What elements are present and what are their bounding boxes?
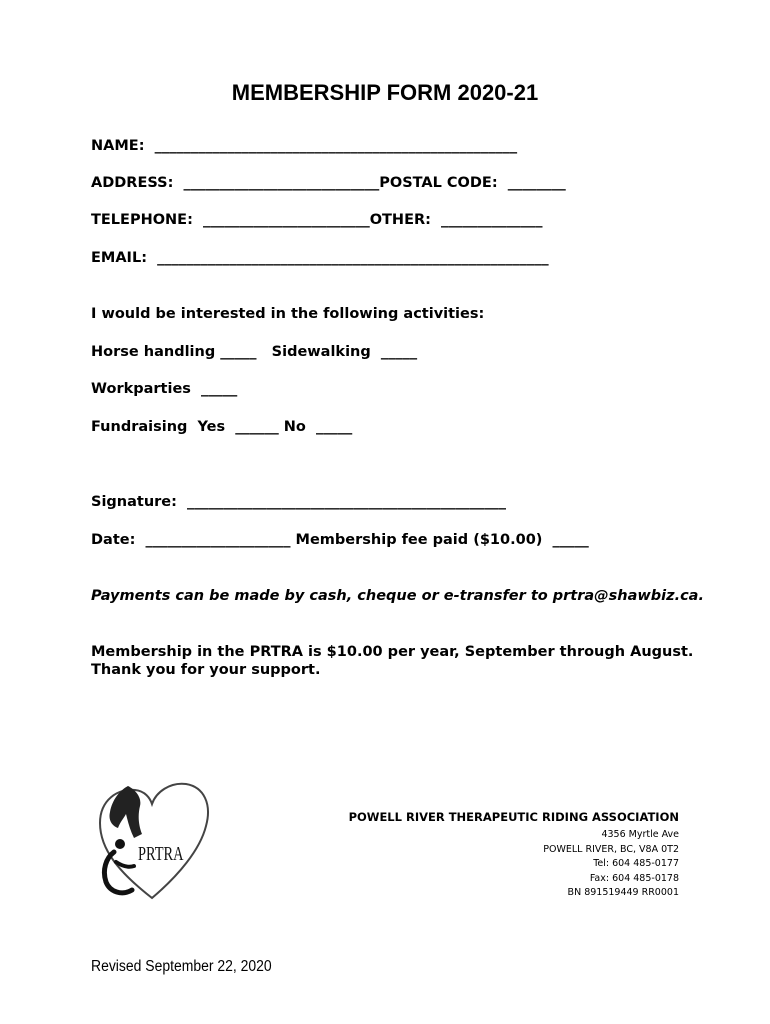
signature-field[interactable]: Signature: ____________________________________________ [91,494,507,510]
address-field[interactable]: ADDRESS: ___________________________POSTAL CODE: ________ [91,175,566,191]
workparties-option[interactable]: Workparties _____ [91,381,238,397]
thank-you-text: Thank you for your support. [91,662,321,678]
fundraising-option[interactable]: Fundraising Yes ______ No _____ [91,419,353,435]
email-field[interactable]: EMAIL: ______________________________________________________ [91,250,549,266]
membership-info: Membership in the PRTRA is $10.00 per year, September through August. [91,644,694,660]
association-fax: Fax: 604 485-0178 [589,872,679,884]
form-title: MEMBERSHIP FORM 2020-21 [231,80,539,105]
revised-date: Revised September 22, 2020 [91,958,272,975]
logo-text: PRTRA [138,841,184,865]
association-tel: Tel: 604 485-0177 [593,858,679,869]
horse-sidewalking-options[interactable]: Horse handling _____ Sidewalking _____ [91,344,418,360]
association-name: POWELL RIVER THERAPEUTIC RIDING ASSOCIATION [348,810,679,824]
association-address1: 4356 Myrtle Ave [601,829,679,840]
date-fee-field[interactable]: Date: ____________________ Membership fee paid ($10.00) _____ [91,532,589,548]
association-bn: BN 891519449 RR0001 [567,887,679,898]
payments-note: Payments can be made by cash, cheque or e-transfer to prtra@shawbiz.ca. [91,588,704,604]
activities-heading: I would be interested in the following activities: [91,306,485,322]
association-address2: POWELL RIVER, BC, V8A 0T2 [543,843,679,855]
telephone-field[interactable]: TELEPHONE: _______________________OTHER: ______________ [91,212,543,228]
horse-heart-logo-icon [90,778,215,908]
prtra-logo [90,778,215,908]
name-field[interactable]: NAME: __________________________________________________ [91,138,518,154]
association-info [349,810,679,901]
